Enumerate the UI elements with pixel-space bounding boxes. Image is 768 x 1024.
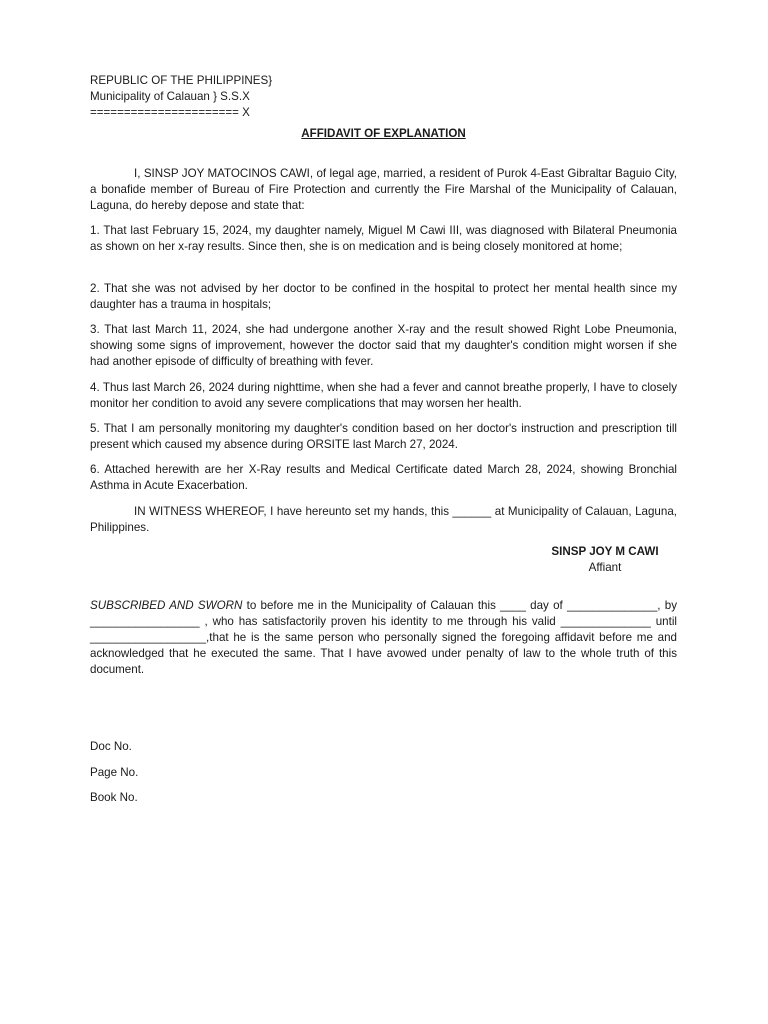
statement-item-1: 1. That last February 15, 2024, my daughter namely, Miguel M Cawi III, was diagnosed with Bilateral Pneumonia as shown on her x-ray results. Since then, she is on medication and is being closely monitored at home; xyxy=(90,224,677,253)
venue-header xyxy=(90,73,677,121)
jurat-lead: SUBSCRIBED AND SWORN xyxy=(90,599,243,612)
affiant-role: Affiant xyxy=(588,561,622,574)
header-municipality: Municipality of Calauan } S.S.X xyxy=(90,90,250,103)
document-title: AFFIDAVIT OF EXPLANATION xyxy=(301,127,466,140)
signature-block xyxy=(500,544,710,576)
affiant-name: SINSP JOY M CAWI xyxy=(551,545,659,558)
statement-item-6: 6. Attached herewith are her X-Ray results and Medical Certificate dated March 28, 2024, showing Bronchial Asthma in Acute Exacerbation. xyxy=(90,463,677,492)
jurat-paragraph xyxy=(90,598,677,678)
statement-item-3: 3. That last March 11, 2024, she had undergone another X-ray and the result showed Right Lobe Pneumonia, showing some signs of improvement, however the doctor said that my daughter's condition might worsen if she had another episode of difficulty of breathing with fever. xyxy=(90,323,677,368)
page-number-label: Page No. xyxy=(90,766,139,779)
statement-item-2: 2. That she was not advised by her doctor to be confined in the hospital to protect her mental health since my daughter has a trauma in hospitals; xyxy=(90,282,677,311)
jurat-body: to before me in the Municipality of Calauan this ____ day of ______________, by _________________ , who has satisfactorily proven his identity to me through his valid ______________ until __________________,that he is the same person who personally signed the foregoing affidavit before me and acknowledged that he executed the same. That I have avowed under penalty of law to the whole truth of this document. xyxy=(90,599,677,676)
intro-paragraph: I, SINSP JOY MATOCINOS CAWI, of legal age, married, a resident of Purok 4-East Gibraltar Baguio City, a bonafide member of Bureau of Fire Protection and currently the Fire Marshal of the Municipality of Calauan, Laguna, do hereby depose and state that: xyxy=(90,167,677,212)
doc-number-label: Doc No. xyxy=(90,740,132,753)
book-number-label: Book No. xyxy=(90,791,138,804)
witness-paragraph: IN WITNESS WHEREOF, I have hereunto set my hands, this ______ at Municipality of Calauan, Laguna, Philippines. xyxy=(90,505,677,534)
statement-item-5: 5. That I am personally monitoring my daughter's condition based on her doctor's instruction and prescription till present which caused my absence during ORSITE last March 27, 2024. xyxy=(90,422,677,451)
statement-item-4: 4. Thus last March 26, 2024 during nighttime, when she had a fever and cannot breathe properly, I have to closely monitor her condition to avoid any severe complications that may worsen her health. xyxy=(90,381,677,410)
header-country: REPUBLIC OF THE PHILIPPINES} xyxy=(90,74,273,87)
header-separator: ====================== X xyxy=(90,106,250,119)
